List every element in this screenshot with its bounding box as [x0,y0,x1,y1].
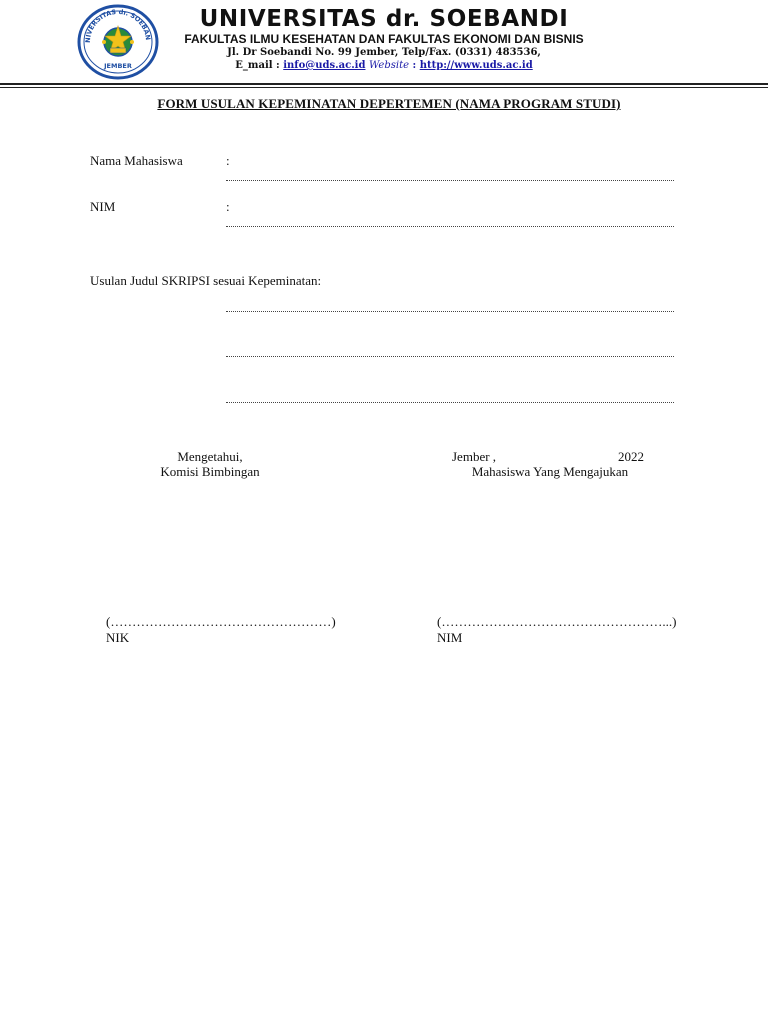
sig-left-name-line[interactable]: (……………………………………………) [106,614,336,629]
sig-left-id-label: NIK [106,630,130,645]
faculties-line: FAKULTAS ILMU KESEHATAN DAN FAKULTAS EKONOMI DAN BISNIS [184,32,584,46]
header-divider-thick [0,83,768,85]
thesis-title-line-3[interactable] [226,402,674,403]
field-label-nim: NIM [90,199,116,214]
sig-right-role: Mahasiswa Yang Mengajukan [471,464,629,479]
sig-left-acknowledged: Mengetahui, [177,449,243,464]
email-label: E_mail : [235,60,280,71]
sig-right-name-line[interactable]: (……………………………………………...) [437,614,677,629]
sig-right-id-label: NIM [437,630,463,645]
website-label: Website [368,60,410,71]
thesis-title-prompt: Usulan Judul SKRIPSI sesuai Kepeminatan: [90,273,322,288]
header-divider-thin [0,87,768,88]
sig-right-year: 2022 [618,449,644,464]
email-link[interactable]: info@uds.ac.id [283,60,366,71]
university-logo [76,4,160,80]
form-title: FORM USULAN KEPEMINATAN DEPERTEMEN (NAMA PROGRAM STUDI) [157,96,621,111]
nim-field[interactable] [226,226,674,227]
university-name: UNIVERSITAS dr. SOEBANDI [199,6,569,32]
thesis-title-line-1[interactable] [226,311,674,312]
svg-text:UNIVERSITAS dr. SOEBANDI: NIVERSITAS dr. SOEBAN [83,7,153,44]
contact-line [164,59,604,73]
thesis-title-line-2[interactable] [226,356,674,357]
student-name-field[interactable] [226,180,674,181]
logo-city-text: JEMBER [104,62,132,70]
website-colon: : [412,60,417,71]
address-line: Jl. Dr Soebandi No. 99 Jember, Telp/Fax. (0331) 483536, [227,47,541,58]
field-label-student-name: Nama Mahasiswa [90,153,183,168]
sig-right-place: Jember , [452,449,497,464]
sig-left-role: Komisi Bimbingan [160,464,260,479]
field-colon-student-name: : [226,153,230,168]
website-link[interactable]: http://www.uds.ac.id [419,60,533,71]
field-colon-nim: : [226,199,230,214]
